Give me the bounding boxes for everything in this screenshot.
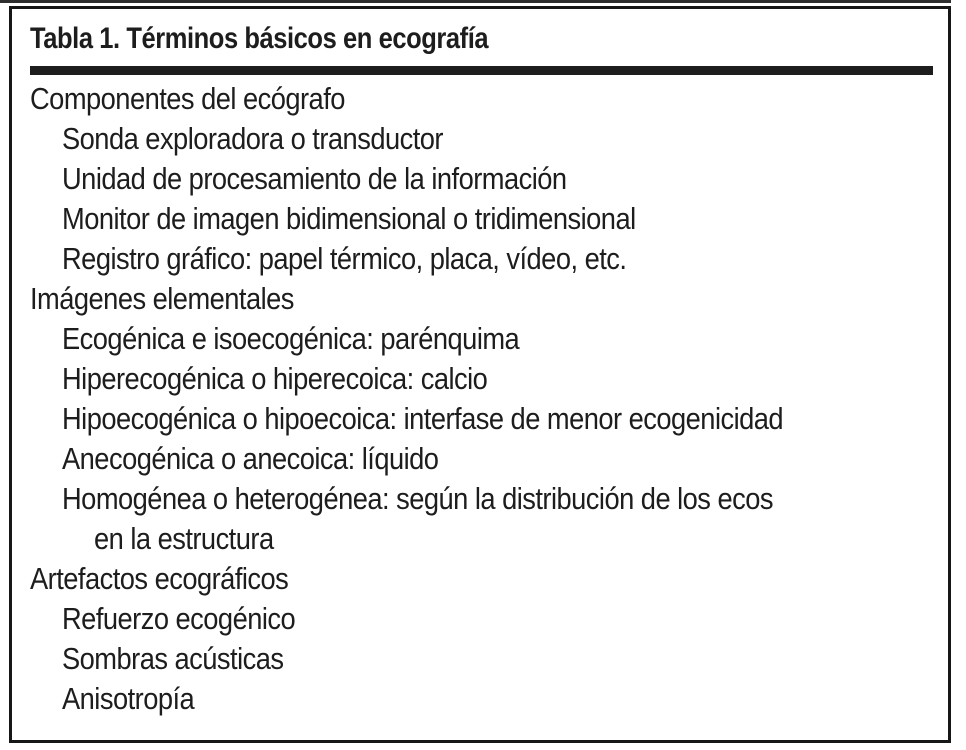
row-text: Hiperecogénica o hiperecoica: calcio	[62, 361, 488, 396]
table-row	[30, 519, 942, 559]
row-text: Refuerzo ecogénico	[62, 601, 296, 636]
table-row	[30, 639, 942, 679]
table-row	[30, 559, 942, 599]
table-row	[30, 439, 942, 479]
row-text: Imágenes elementales	[30, 281, 294, 316]
table-row	[30, 119, 942, 159]
row-text: Monitor de imagen bidimensional o tridimensional	[62, 201, 636, 236]
row-text: Anecogénica o anecoica: líquido	[62, 441, 439, 476]
row-text: en la estructura	[94, 521, 274, 556]
page-top-rule	[0, 0, 951, 3]
row-text: Homogénea o heterogénea: según la distribución de los ecos	[62, 481, 773, 516]
row-text: Ecogénica e isoecogénica: parénquima	[62, 321, 520, 356]
table-row	[30, 159, 942, 199]
table-row	[30, 399, 942, 439]
table-row	[30, 239, 942, 279]
table-row	[30, 679, 942, 719]
table-row	[30, 279, 942, 319]
row-text: Componentes del ecógrafo	[30, 81, 345, 116]
table-body	[30, 79, 942, 719]
row-text: Hipoecogénica o hipoecoica: interfase de menor ecogenicidad	[62, 401, 784, 436]
table-card	[9, 6, 951, 743]
row-text: Anisotropía	[62, 681, 195, 716]
table-row	[30, 199, 942, 239]
table-row	[30, 359, 942, 399]
row-text: Artefactos ecográficos	[30, 561, 289, 596]
table-row	[30, 599, 942, 639]
row-text: Registro gráfico: papel térmico, placa, vídeo, etc.	[62, 241, 627, 276]
table-title: Tabla 1. Términos básicos en ecografía	[30, 22, 489, 55]
row-text: Unidad de procesamiento de la información	[62, 161, 567, 196]
table-row	[30, 479, 942, 519]
row-text: Sombras acústicas	[62, 641, 284, 676]
table-row	[30, 319, 942, 359]
title-separator-rule	[30, 66, 933, 75]
row-text: Sonda exploradora o transductor	[62, 121, 443, 156]
table-row	[30, 79, 942, 119]
